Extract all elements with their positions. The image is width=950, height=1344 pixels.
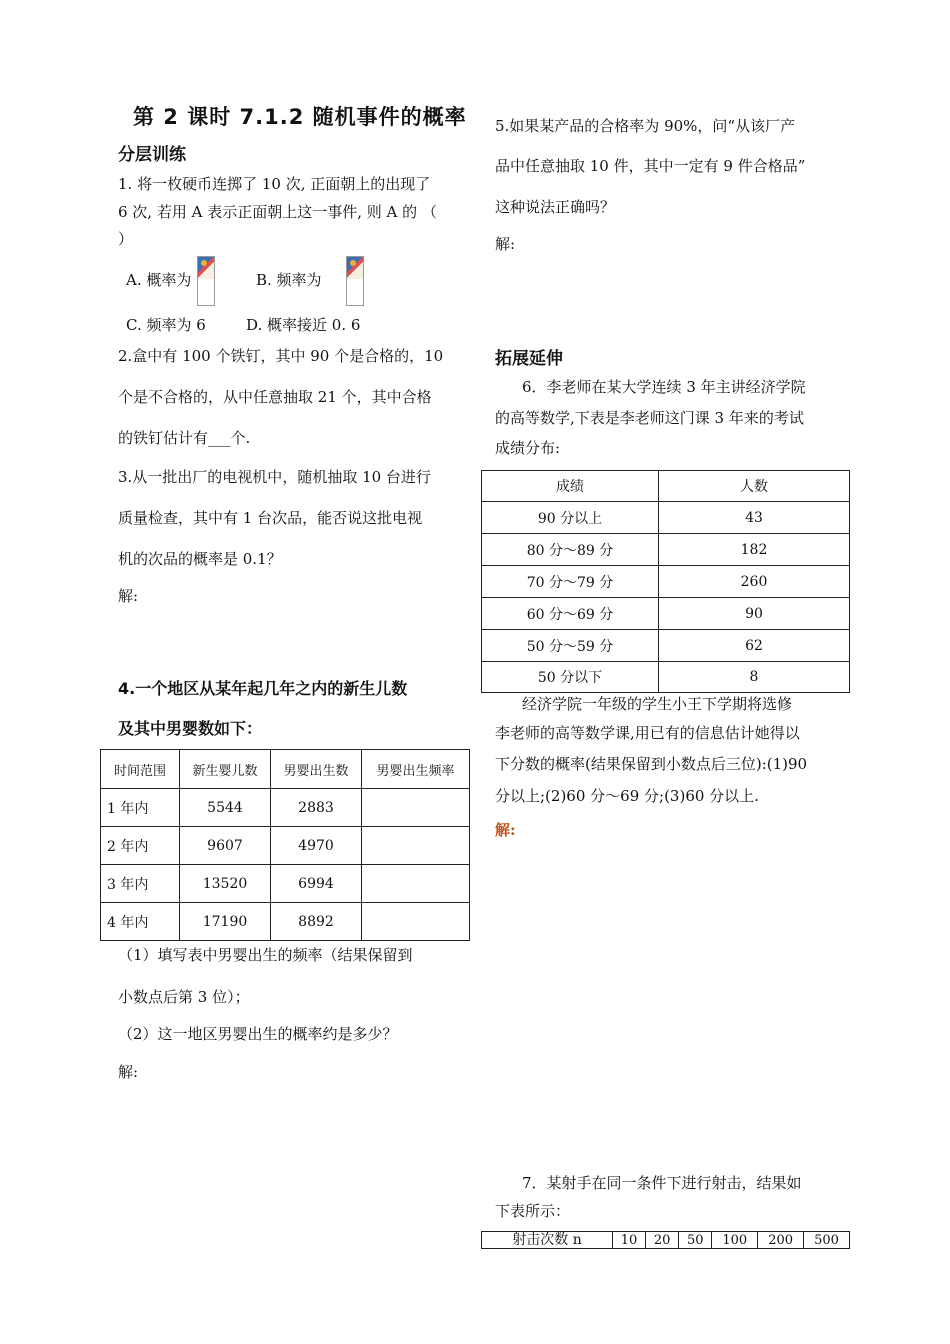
table-cell: 2883 <box>271 789 362 827</box>
q1-line2: 6 次, 若用 A 表示正面朝上这一事件, 则 A 的 （ <box>118 203 437 221</box>
table-cell-empty[interactable] <box>362 789 470 827</box>
table-cell: 6994 <box>271 865 362 903</box>
q1-line1: 1. 将一枚硬币连掷了 10 次, 正面朝上的出现了 <box>118 175 431 193</box>
table-row <box>482 534 850 566</box>
table-cell: 8892 <box>271 903 362 941</box>
table-cell: 100 <box>712 1232 758 1249</box>
table-header-row <box>482 471 850 502</box>
table-row <box>101 827 470 865</box>
q6-line1: 6．李老师在某大学连续 3 年主讲经济学院 <box>522 378 806 396</box>
fraction-image-icon <box>197 256 215 306</box>
q1-option-c[interactable]: C. 频率为 6 <box>126 316 206 334</box>
table-cell: 50 分～59 分 <box>482 630 659 662</box>
table-header-cell: 男婴出生频率 <box>362 750 470 789</box>
q4-line1: 4.一个地区从某年起几年之内的新生儿数 <box>118 679 408 698</box>
table-row <box>482 566 850 598</box>
table-cell: 70 分～79 分 <box>482 566 659 598</box>
section-heading-layered-training: 分层训练 <box>118 145 186 165</box>
q2-line2: 个是不合格的，从中任意抽取 21 个，其中合格 <box>118 388 432 406</box>
table-header-cell: 新生婴儿数 <box>180 750 271 789</box>
table-row <box>101 865 470 903</box>
shooting-table <box>481 1231 850 1249</box>
table-cell: 60 分～69 分 <box>482 598 659 630</box>
table-cell: 5544 <box>180 789 271 827</box>
q3-answer-label: 解: <box>118 587 139 605</box>
table-cell: 1 年内 <box>101 789 180 827</box>
table-row <box>482 662 850 693</box>
table-cell: 4970 <box>271 827 362 865</box>
q3-line1: 3.从一批出厂的电视机中，随机抽取 10 台进行 <box>118 468 431 486</box>
q6-para-line2: 李老师的高等数学课,用已有的信息估计她得以 <box>495 724 800 742</box>
q4-answer-label: 解: <box>118 1063 139 1081</box>
table-row <box>101 789 470 827</box>
q1-line3: ） <box>118 230 134 248</box>
table-cell: 4 年内 <box>101 903 180 941</box>
fraction-image-icon <box>346 256 364 306</box>
table-cell: 182 <box>659 534 850 566</box>
q6-para-line4: 分以上;(2)60 分～69 分;(3)60 分以上. <box>495 787 759 805</box>
table-cell: 17190 <box>180 903 271 941</box>
q4-line2: 及其中男婴数如下： <box>118 719 263 738</box>
table-cell: 9607 <box>180 827 271 865</box>
q2-line3: 的铁钉估计有___个. <box>118 429 251 447</box>
table-header-row <box>101 750 470 789</box>
q5-line2: 品中任意抽取 10 件，其中一定有 9 件合格品” <box>495 157 806 175</box>
q5-line1: 5.如果某产品的合格率为 90%，问“从该厂产 <box>495 117 796 135</box>
table-row <box>482 1232 850 1249</box>
table-header-cell: 射击次数 n <box>482 1232 613 1249</box>
table-cell: 3 年内 <box>101 865 180 903</box>
table-cell: 80 分～89 分 <box>482 534 659 566</box>
q3-line3: 机的次品的概率是 0.1？ <box>118 550 282 568</box>
score-distribution-table <box>481 470 850 693</box>
q6-para-line1: 经济学院一年级的学生小王下学期将选修 <box>522 695 793 713</box>
q6-line3: 成绩分布: <box>495 439 561 457</box>
table-cell: 13520 <box>180 865 271 903</box>
table-cell: 50 <box>679 1232 712 1249</box>
page-title: 第 2 课时 7.1.2 随机事件的概率 <box>133 105 467 129</box>
table-header-cell: 时间范围 <box>101 750 180 789</box>
table-cell: 90 <box>659 598 850 630</box>
table-cell: 43 <box>659 502 850 534</box>
q4-sub2: （2）这一地区男婴出生的概率约是多少？ <box>118 1025 398 1043</box>
q1-option-b[interactable]: B. 频率为 <box>256 271 322 289</box>
q6-answer-label: 解: <box>495 821 516 839</box>
table-cell: 50 分以下 <box>482 662 659 693</box>
q7-line1: 7．某射手在同一条件下进行射击，结果如 <box>522 1174 802 1192</box>
table-header-cell: 人数 <box>659 471 850 502</box>
table-header-cell: 男婴出生数 <box>271 750 362 789</box>
table-cell: 2 年内 <box>101 827 180 865</box>
table-row <box>482 502 850 534</box>
table-cell: 500 <box>804 1232 850 1249</box>
table-cell: 10 <box>613 1232 646 1249</box>
q2-line1: 2.盒中有 100 个铁钉，其中 90 个是合格的，10 <box>118 347 444 365</box>
newborn-table <box>100 749 470 941</box>
table-cell: 260 <box>659 566 850 598</box>
table-header-cell: 成绩 <box>482 471 659 502</box>
q7-line2: 下表所示： <box>495 1202 571 1220</box>
q6-para-line3: 下分数的概率(结果保留到小数点后三位):(1)90 <box>495 755 808 773</box>
table-cell-empty[interactable] <box>362 865 470 903</box>
table-row <box>482 598 850 630</box>
q1-option-a[interactable]: A. 概率为 <box>126 271 192 289</box>
q5-answer-label: 解: <box>495 235 516 253</box>
table-cell-empty[interactable] <box>362 903 470 941</box>
section-heading-extension: 拓展延伸 <box>495 349 563 369</box>
q3-line2: 质量检查，其中有 1 台次品，能否说这批电视 <box>118 509 423 527</box>
table-cell: 20 <box>646 1232 679 1249</box>
table-cell: 90 分以上 <box>482 502 659 534</box>
q6-line2: 的高等数学,下表是李老师这门课 3 年来的考试 <box>495 409 804 427</box>
table-cell-empty[interactable] <box>362 827 470 865</box>
q5-line3: 这种说法正确吗？ <box>495 198 616 216</box>
q4-sub1-line2: 小数点后第 3 位）； <box>118 988 250 1006</box>
q1-option-d[interactable]: D. 概率接近 0. 6 <box>246 316 361 334</box>
table-cell: 8 <box>659 662 850 693</box>
table-row <box>101 903 470 941</box>
q4-sub1-line1: （1）填写表中男婴出生的频率（结果保留到 <box>118 946 413 964</box>
table-cell: 62 <box>659 630 850 662</box>
table-cell: 200 <box>758 1232 804 1249</box>
table-row <box>482 630 850 662</box>
